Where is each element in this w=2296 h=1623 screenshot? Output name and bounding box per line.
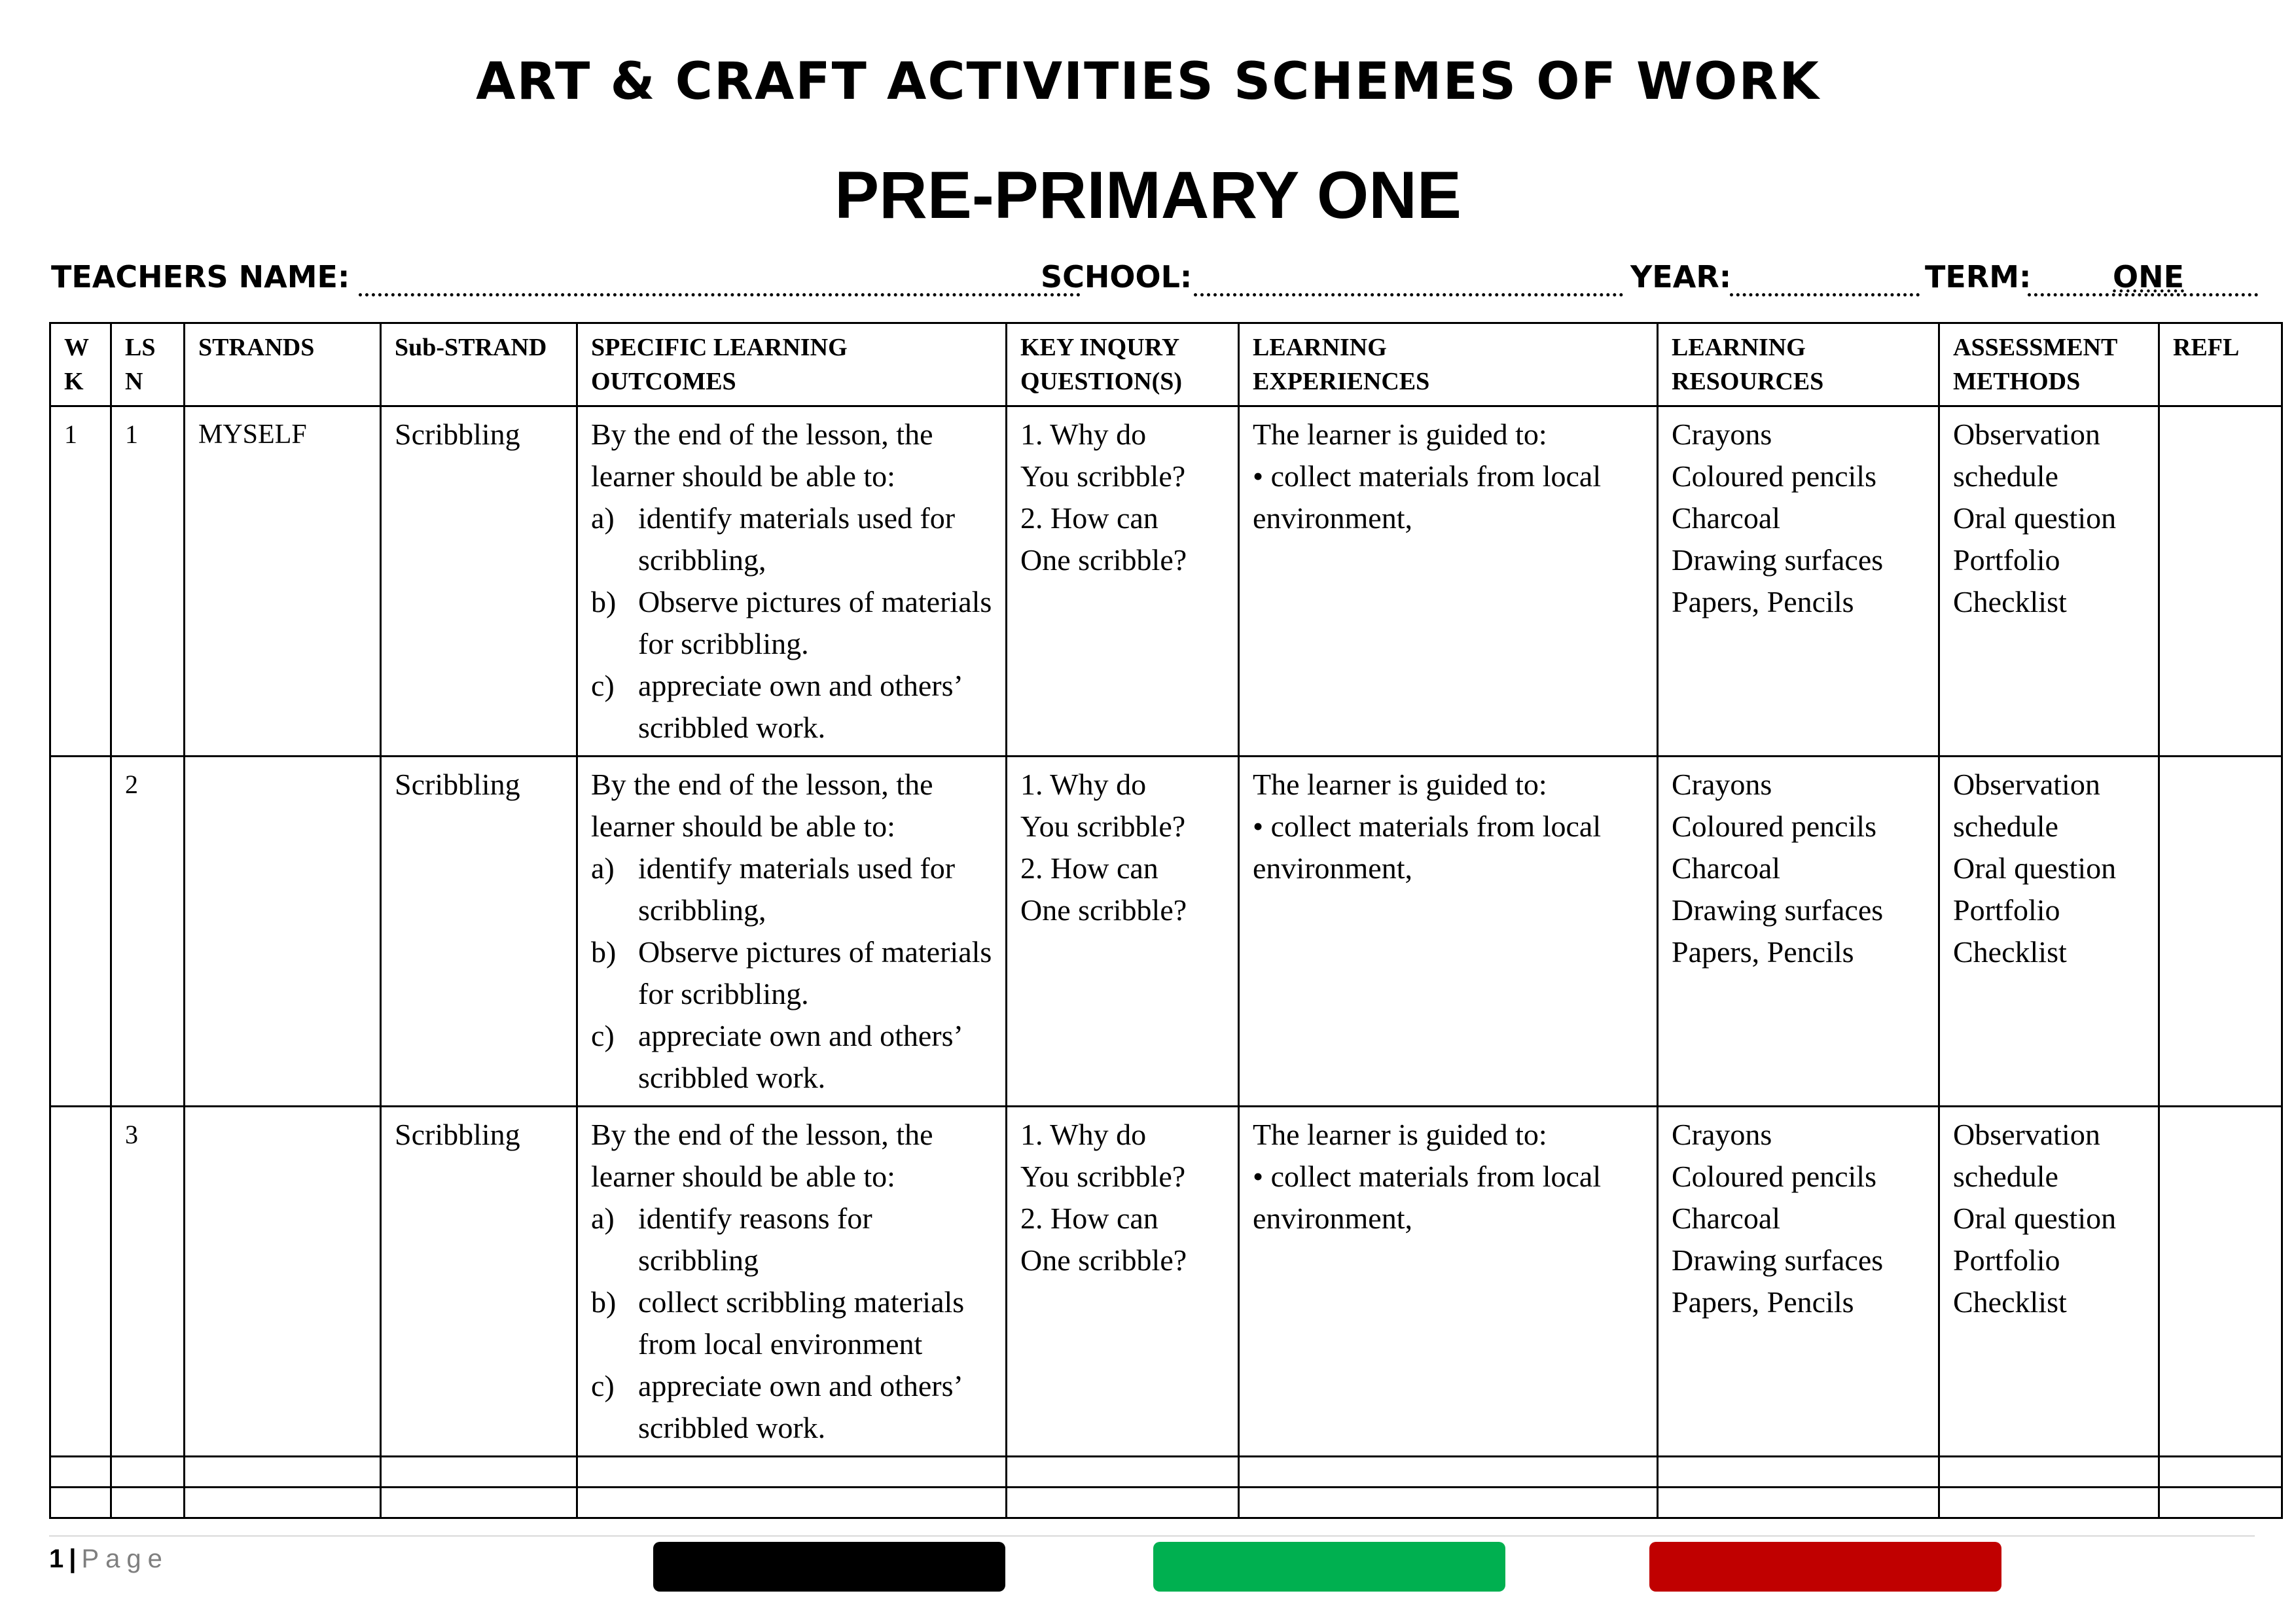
key-inquiry-cell: 1. Why do You scribble? 2. How can One scribble? [1007, 1107, 1239, 1457]
school-label: SCHOOL: [1041, 259, 1193, 294]
resources-cell: Crayons Coloured pencils Charcoal Drawing surfaces Papers, Pencils [1658, 757, 1939, 1107]
year-field[interactable] [1730, 293, 1920, 296]
header-assessment: ASSESSMENT METHODS [1939, 323, 2159, 406]
strand-cell: MYSELF [185, 406, 381, 757]
list-item: c) appreciate own and others’ scribbled work. [591, 1369, 961, 1444]
lsn-cell: 3 [111, 1107, 185, 1457]
strand-cell [185, 757, 381, 1107]
table-row [50, 406, 2282, 757]
strand-cell [185, 1107, 381, 1457]
outcome-intro: By the end of the lesson, the learner should be able to: [591, 418, 933, 493]
list-item: a) identify materials used for scribbling, [591, 501, 956, 577]
list-item: b) collect scribbling materials from local environment [591, 1285, 965, 1361]
header-strands: STRANDS [185, 323, 381, 406]
document-subtitle: PRE-PRIMARY ONE [834, 158, 1462, 232]
wk-cell [50, 757, 111, 1107]
page-number-value: 1 [49, 1544, 64, 1573]
assessment-cell: Observation schedule Oral question Portfolio Checklist [1939, 757, 2159, 1107]
term-value: ONE [2113, 259, 2185, 294]
page-separator: | [69, 1544, 77, 1573]
teacher-name-label: TEACHERS NAME: [51, 259, 350, 294]
assessment-cell: Observation schedule Oral question Portfolio Checklist [1939, 1107, 2159, 1457]
lsn-cell: 1 [111, 406, 185, 757]
list-item: b) Observe pictures of materials for scribbling. [591, 585, 992, 660]
experiences-cell: The learner is guided to: • collect materials from local environment, [1239, 406, 1658, 757]
outcomes-cell [577, 406, 1007, 757]
black-flag-bar [653, 1542, 1005, 1592]
header-outcomes: SPECIFIC LEARNING OUTCOMES [577, 323, 1007, 406]
school-field[interactable] [1194, 293, 1623, 296]
wk-cell [50, 1107, 111, 1457]
document-title: ART & CRAFT ACTIVITIES SCHEMES OF WORK [476, 52, 1820, 111]
table-row [50, 757, 2282, 1107]
outcomes-cell [577, 1107, 1007, 1457]
assessment-cell: Observation schedule Oral question Portfolio Checklist [1939, 406, 2159, 757]
resources-cell: Crayons Coloured pencils Charcoal Drawing surfaces Papers, Pencils [1658, 406, 1939, 757]
reflection-cell[interactable] [2159, 406, 2282, 757]
outcome-intro: By the end of the lesson, the learner should be able to: [591, 768, 933, 843]
empty-table-row [50, 1457, 2282, 1488]
outcomes-cell [577, 757, 1007, 1107]
green-flag-bar [1153, 1542, 1505, 1592]
wk-cell: 1 [50, 406, 111, 757]
header-wk: W K [50, 323, 111, 406]
list-item: a) identify reasons for scribbling [591, 1202, 872, 1277]
header-experiences: LEARNING EXPERIENCES [1239, 323, 1658, 406]
experiences-cell: The learner is guided to: • collect materials from local environment, [1239, 1107, 1658, 1457]
key-inquiry-cell: 1. Why do You scribble? 2. How can One scribble? [1007, 757, 1239, 1107]
page-word: Page [81, 1544, 169, 1573]
list-item: b) Observe pictures of materials for scribbling. [591, 935, 992, 1010]
year-label: YEAR: [1630, 259, 1732, 294]
sub-strand-cell: Scribbling [381, 1107, 577, 1457]
sub-strand-cell: Scribbling [381, 406, 577, 757]
header-reflection: REFL [2159, 323, 2282, 406]
header-key-inquiry: KEY INQURY QUESTION(S) [1007, 323, 1239, 406]
header-resources: LEARNING RESOURCES [1658, 323, 1939, 406]
list-item: c) appreciate own and others’ scribbled work. [591, 669, 961, 744]
table-header-row [50, 323, 2282, 406]
footer-divider [49, 1535, 2255, 1537]
lsn-cell: 2 [111, 757, 185, 1107]
header-lsn: LS N [111, 323, 185, 406]
page-number [49, 1544, 169, 1574]
scheme-of-work-table [49, 322, 2283, 1519]
key-inquiry-cell: 1. Why do You scribble? 2. How can One scribble? [1007, 406, 1239, 757]
sub-strand-cell: Scribbling [381, 757, 577, 1107]
resources-cell: Crayons Coloured pencils Charcoal Drawing surfaces Papers, Pencils [1658, 1107, 1939, 1457]
outcome-intro: By the end of the lesson, the learner should be able to: [591, 1118, 933, 1193]
header-sub-strand: Sub-STRAND [381, 323, 577, 406]
teacher-name-field[interactable] [359, 293, 1081, 296]
table-row [50, 1107, 2282, 1457]
reflection-cell[interactable] [2159, 757, 2282, 1107]
empty-table-row [50, 1488, 2282, 1518]
experiences-cell: The learner is guided to: • collect materials from local environment, [1239, 757, 1658, 1107]
term-label: TERM: [1925, 259, 2032, 294]
red-flag-bar [1649, 1542, 2001, 1592]
list-item: a) identify materials used for scribbling, [591, 851, 956, 927]
list-item: c) appreciate own and others’ scribbled work. [591, 1019, 961, 1094]
teacher-info-line [51, 259, 2211, 305]
reflection-cell[interactable] [2159, 1107, 2282, 1457]
